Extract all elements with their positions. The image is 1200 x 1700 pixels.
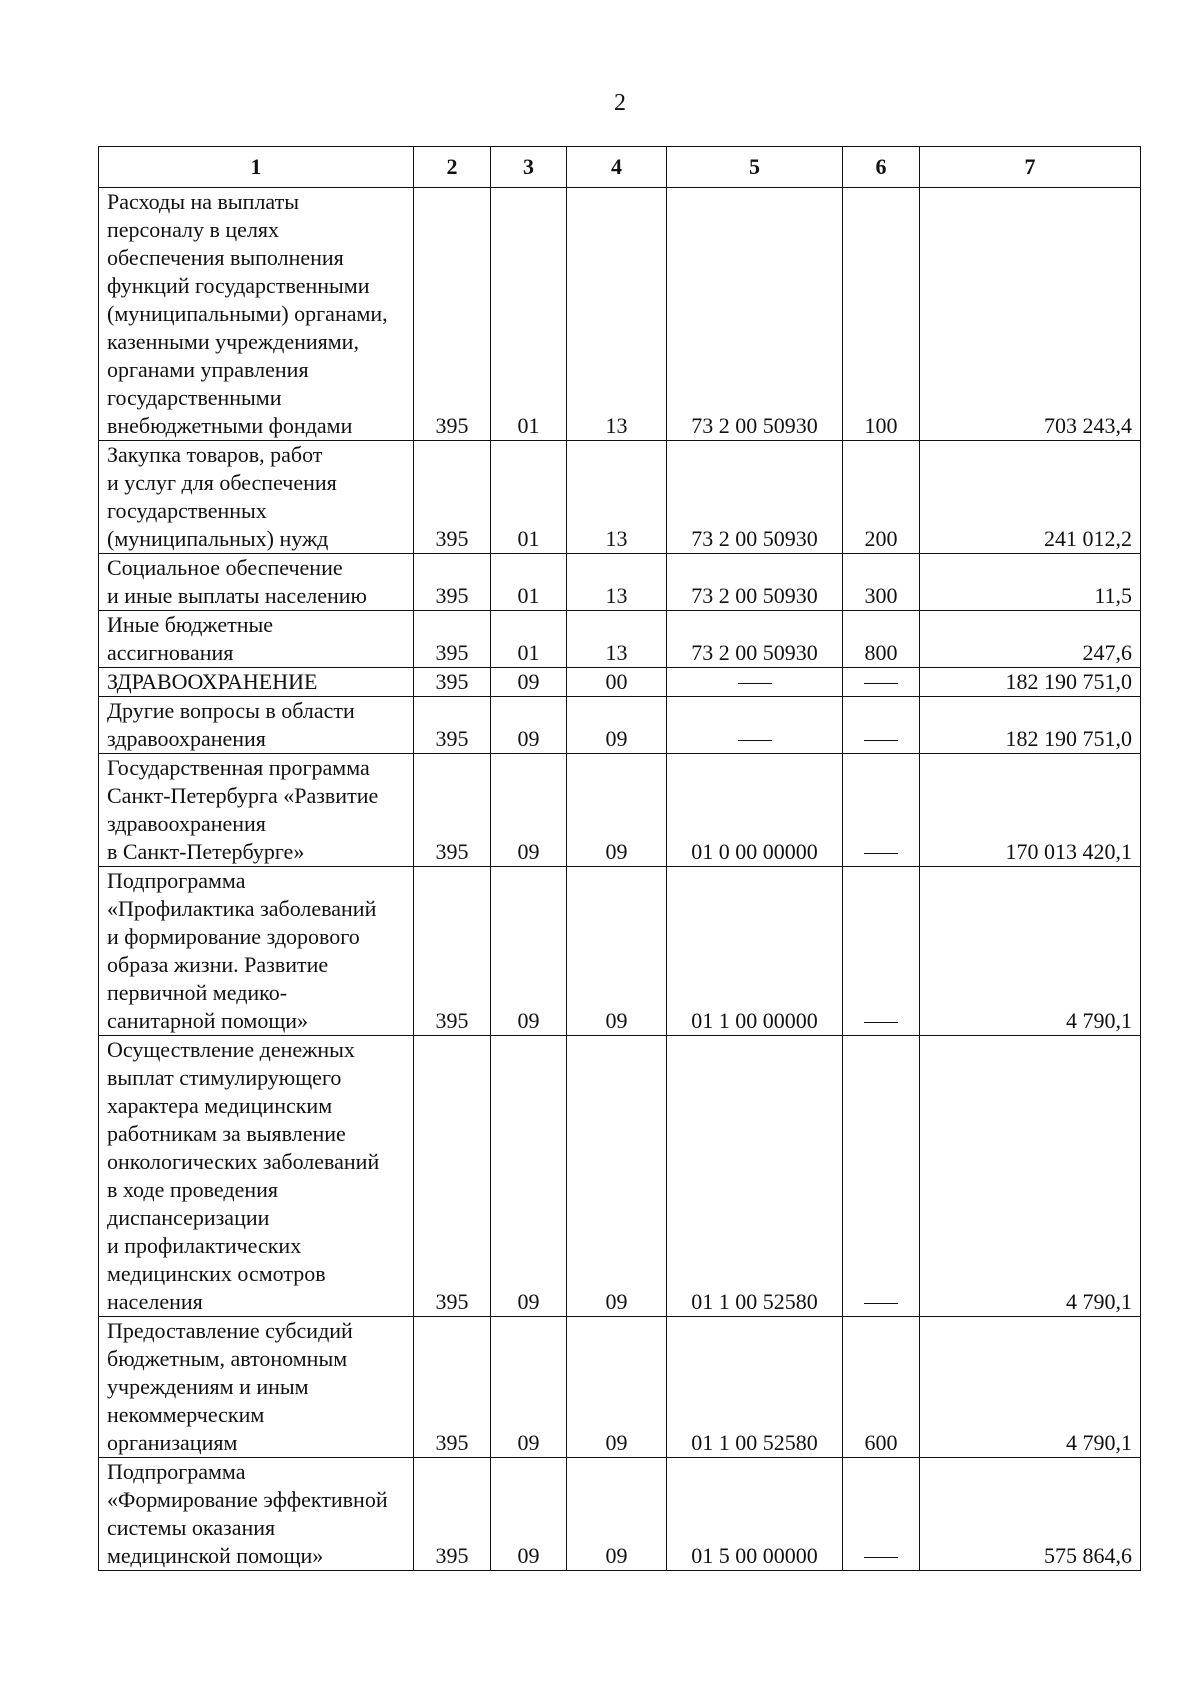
row-amount-cell: 247,6: [920, 611, 1141, 668]
row-section-cell: 09: [491, 1458, 567, 1571]
row-subsection-cell: 00: [567, 668, 667, 697]
row-name-cell: Иные бюджетные ассигнования: [99, 611, 414, 668]
row-section-cell: 09: [491, 668, 567, 697]
row-code-cell: 395: [414, 867, 491, 1036]
row-code-cell: 395: [414, 611, 491, 668]
column-header-2: 2: [414, 147, 491, 188]
table-row: [99, 554, 1141, 611]
row-subsection-cell: 13: [567, 441, 667, 554]
header-row: [99, 147, 1141, 188]
table-row: [99, 1458, 1141, 1571]
row-expense-type-cell: 800: [843, 611, 920, 668]
row-expense-type-dash: [843, 697, 920, 754]
row-expense-type-dash: [843, 668, 920, 697]
row-code-cell: 395: [414, 188, 491, 441]
row-amount-cell: 575 864,6: [920, 1458, 1141, 1571]
column-header-6: 6: [843, 147, 920, 188]
row-amount-cell: 182 190 751,0: [920, 697, 1141, 754]
column-header-5: 5: [667, 147, 843, 188]
row-amount-cell: 4 790,1: [920, 1317, 1141, 1458]
row-subsection-cell: 09: [567, 754, 667, 867]
row-expense-type-cell: 600: [843, 1317, 920, 1458]
row-amount-cell: 170 013 420,1: [920, 754, 1141, 867]
row-section-cell: 09: [491, 754, 567, 867]
row-expense-type-cell: 200: [843, 441, 920, 554]
table-row: [99, 1036, 1141, 1317]
row-amount-cell: 11,5: [920, 554, 1141, 611]
row-target-article-dash: [667, 697, 843, 754]
row-subsection-cell: 09: [567, 1317, 667, 1458]
column-header-7: 7: [920, 147, 1141, 188]
row-expense-type-cell: 100: [843, 188, 920, 441]
table-row: [99, 754, 1141, 867]
row-subsection-cell: 09: [567, 867, 667, 1036]
row-target-article-cell: 01 1 00 52580: [667, 1317, 843, 1458]
row-section-cell: 01: [491, 441, 567, 554]
table-row: [99, 188, 1141, 441]
row-expense-type-dash: [843, 1036, 920, 1317]
row-target-article-cell: 73 2 00 50930: [667, 188, 843, 441]
row-target-article-cell: 01 0 00 00000: [667, 754, 843, 867]
row-target-article-cell: 73 2 00 50930: [667, 554, 843, 611]
table-row: [99, 1317, 1141, 1458]
row-code-cell: 395: [414, 1458, 491, 1571]
row-amount-cell: 703 243,4: [920, 188, 1141, 441]
row-expense-type-dash: [843, 1458, 920, 1571]
table-row: [99, 867, 1141, 1036]
row-name-cell: Подпрограмма «Формирование эффективной системы оказания медицинской помощи»: [99, 1458, 414, 1571]
page-number: 2: [614, 90, 626, 116]
table-row: [99, 441, 1141, 554]
column-header-1: 1: [99, 147, 414, 188]
row-expense-type-dash: [843, 754, 920, 867]
table-row: [99, 611, 1141, 668]
row-target-article-cell: 01 1 00 00000: [667, 867, 843, 1036]
row-code-cell: 395: [414, 697, 491, 754]
row-name-cell: Осуществление денежных выплат стимулирующего характера медицинским работникам за выявление онкологических заболеваний в ходе проведения диспансеризации и профилактических медицинских осмотров населения: [99, 1036, 414, 1317]
row-section-cell: 09: [491, 1036, 567, 1317]
row-name-cell: Расходы на выплаты персоналу в целях обеспечения выполнения функций государственными (муниципальными) органами, казенными учреждениями, органами управления государственными внебюджетными фондами: [99, 188, 414, 441]
row-amount-cell: 241 012,2: [920, 441, 1141, 554]
row-code-cell: 395: [414, 1317, 491, 1458]
row-amount-cell: 4 790,1: [920, 1036, 1141, 1317]
budget-table: [98, 146, 1141, 1571]
row-target-article-cell: 01 1 00 52580: [667, 1036, 843, 1317]
row-code-cell: 395: [414, 754, 491, 867]
row-subsection-cell: 09: [567, 697, 667, 754]
row-target-article-cell: 73 2 00 50930: [667, 441, 843, 554]
row-name-cell: Государственная программа Санкт-Петербурга «Развитие здравоохранения в Санкт-Петербурге»: [99, 754, 414, 867]
row-amount-cell: 4 790,1: [920, 867, 1141, 1036]
row-name-cell: Другие вопросы в области здравоохранения: [99, 697, 414, 754]
row-name-cell: Социальное обеспечение и иные выплаты населению: [99, 554, 414, 611]
row-code-cell: 395: [414, 441, 491, 554]
row-section-cell: 09: [491, 1317, 567, 1458]
row-target-article-dash: [667, 668, 843, 697]
row-name-cell: ЗДРАВООХРАНЕНИЕ: [99, 668, 414, 697]
row-code-cell: 395: [414, 1036, 491, 1317]
row-expense-type-cell: 300: [843, 554, 920, 611]
row-code-cell: 395: [414, 554, 491, 611]
row-subsection-cell: 13: [567, 188, 667, 441]
column-header-4: 4: [567, 147, 667, 188]
row-amount-cell: 182 190 751,0: [920, 668, 1141, 697]
row-section-cell: 09: [491, 867, 567, 1036]
row-name-cell: Закупка товаров, работ и услуг для обеспечения государственных (муниципальных) нужд: [99, 441, 414, 554]
row-target-article-cell: 01 5 00 00000: [667, 1458, 843, 1571]
row-section-cell: 01: [491, 554, 567, 611]
row-subsection-cell: 09: [567, 1036, 667, 1317]
row-section-cell: 01: [491, 611, 567, 668]
table-row: [99, 668, 1141, 697]
row-name-cell: Подпрограмма «Профилактика заболеваний и формирование здорового образа жизни. Развитие первичной медико- санитарной помощи»: [99, 867, 414, 1036]
row-subsection-cell: 13: [567, 554, 667, 611]
row-subsection-cell: 13: [567, 611, 667, 668]
row-subsection-cell: 09: [567, 1458, 667, 1571]
row-section-cell: 09: [491, 697, 567, 754]
column-header-3: 3: [491, 147, 567, 188]
row-target-article-cell: 73 2 00 50930: [667, 611, 843, 668]
row-expense-type-dash: [843, 867, 920, 1036]
table-row: [99, 697, 1141, 754]
row-code-cell: 395: [414, 668, 491, 697]
row-section-cell: 01: [491, 188, 567, 441]
row-name-cell: Предоставление субсидий бюджетным, автономным учреждениям и иным некоммерческим организациям: [99, 1317, 414, 1458]
